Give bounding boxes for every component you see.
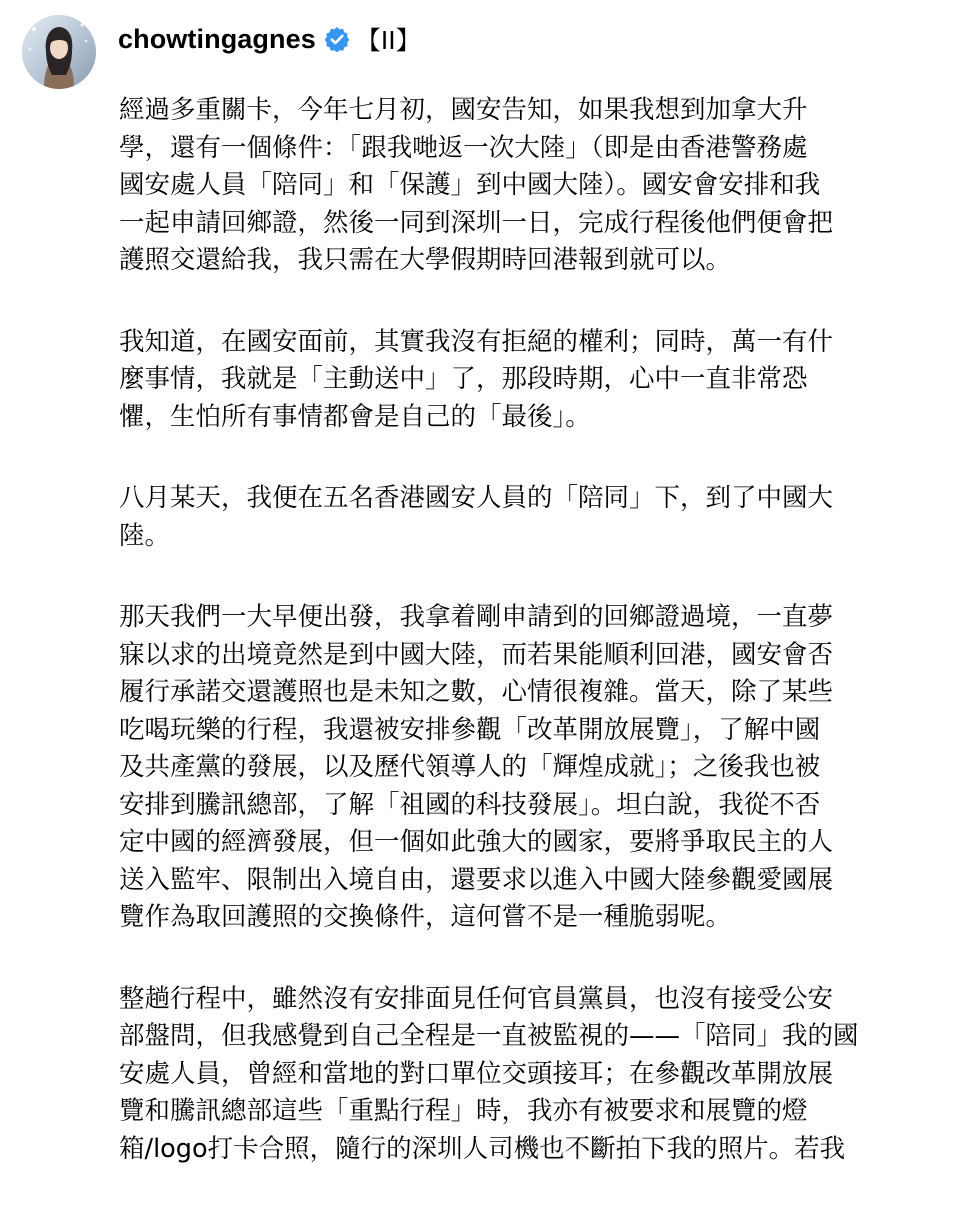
post-title-tag: 【II】 — [355, 26, 421, 55]
caption-paragraph: 我知道，在國安面前，其實我沒有拒絕的權利；同時，萬一有什 麼事情，我就是「主動送中」了，那段時期，心中一直非常恐 懼，生怕所有事情都會是自己的「最後」。 — [119, 326, 834, 432]
caption-paragraph: 經過多重關卡，今年七月初，國安告知，如果我想到加拿大升 學，還有一個條件：「跟我哋返一次大陸」（即是由香港警務處 國安處人員「陪同」和「保護」到中國大陸）。國安會安排和我 一起申請回鄉證，然後一同到深圳一日，完成行程後他們便會把 護照交還給我，我只需在大學假期時回港報到就可以。 — [119, 95, 834, 275]
post-caption — [119, 92, 919, 1212]
avatar-photo-icon — [22, 15, 96, 89]
profile-avatar[interactable] — [22, 15, 96, 89]
caption-paragraph: 那天我們一大早便出發，我拿着剛申請到的回鄉證過境，一直夢 寐以求的出境竟然是到中國大陸，而若果能順利回港，國安會否 履行承諾交還護照也是未知之數，心情很複雜。當天，除了某些 吃喝玩樂的行程，我還被安排參觀「改革開放展覽」，了解中國 及共產黨的發展，以及歷代領導人的「輝煌成就」；之後我也被 安排到騰訊總部，了解「祖國的科技發展」。坦白說，我從不否 定中國的經濟發展，但一個如此強大的國家，要將爭取民主的人 送入監牢、限制出入境自由，還要求以進入中國大陸參觀愛國展 覽作為取回護照的交換條件，這何嘗不是一種脆弱呢。 — [119, 602, 834, 932]
username-link[interactable]: chowtingagnes — [118, 23, 316, 54]
post-header — [118, 18, 421, 60]
caption-paragraph: 整趟行程中，雖然沒有安排面見任何官員黨員，也沒有接受公安 部盤問，但我感覺到自己全程是一直被監視的——「陪同」我的國 安處人員，曾經和當地的對口單位交頭接耳；在參觀改革開放展 覽和騰訊總部這些「重點行程」時，我亦有被要求和展覽的燈 箱/logo打卡合照，隨行的深圳人司機也不斷拍下我的照片。若我 — [119, 983, 859, 1164]
caption-paragraph: 八月某天，我便在五名香港國安人員的「陪同」下，到了中國大 陸。 — [119, 483, 834, 551]
verified-badge-icon — [324, 26, 350, 52]
